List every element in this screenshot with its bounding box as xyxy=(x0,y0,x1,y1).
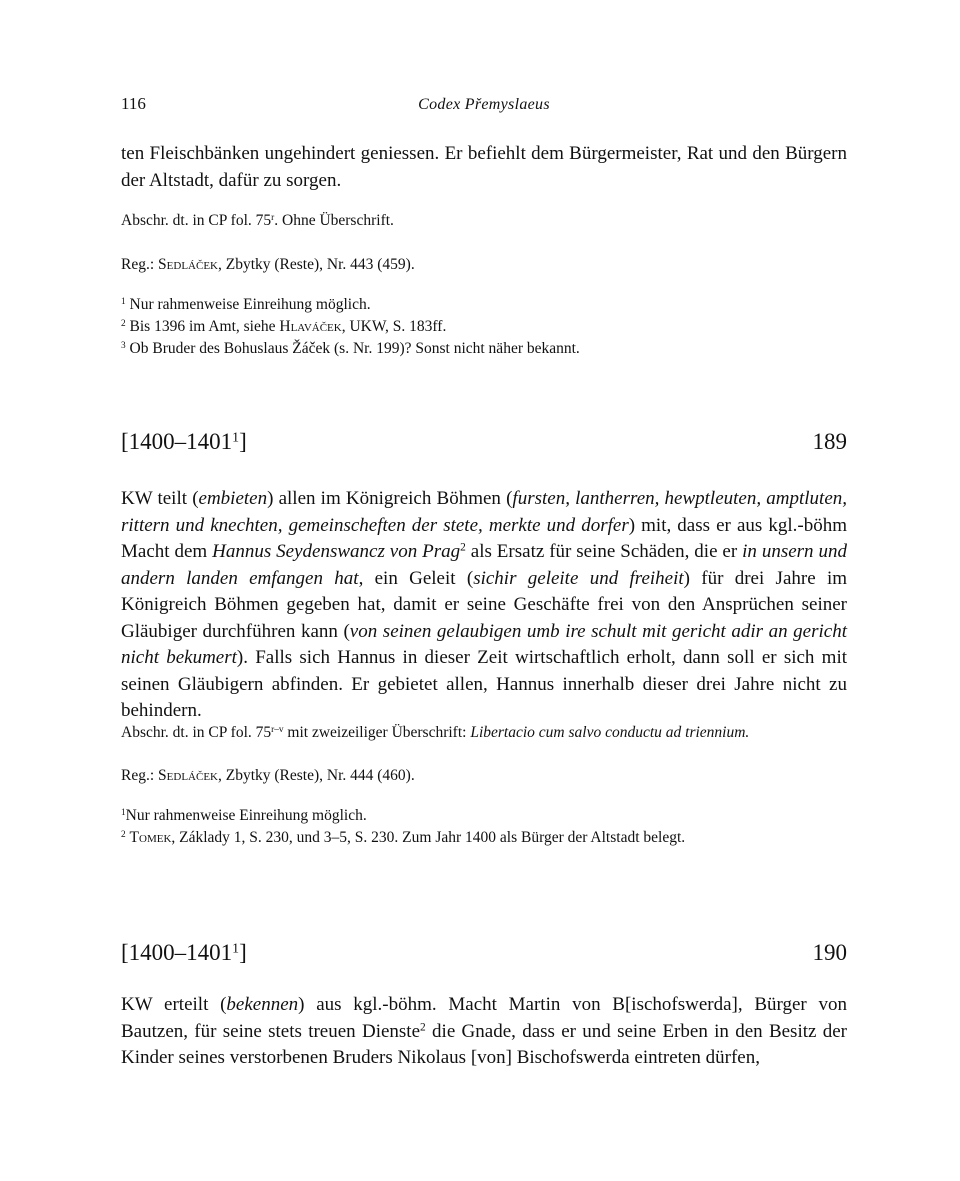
previous-entry-abschrift xyxy=(121,210,847,232)
regest-author: Sedláček xyxy=(158,256,218,273)
footnote xyxy=(121,294,847,316)
italic-quote: fursten, lantherren, hewptleuten, amptluten, rittern und knechten, gemeinscheften der stete, merkte und dorfer xyxy=(121,488,847,536)
footnote-mark: 1 xyxy=(121,807,126,818)
text-run: ) mit, dass er aus kgl.-böhm Macht dem xyxy=(121,514,848,562)
entry-189-paragraph xyxy=(121,486,847,725)
italic-quote: embieten xyxy=(198,488,268,509)
previous-entry-regest xyxy=(121,254,847,276)
previous-entry-footnotes xyxy=(121,294,847,360)
footnote-mark: 3 xyxy=(121,340,126,351)
page-number: 116 xyxy=(121,94,146,113)
entry-date-range: [1400–1401 xyxy=(121,940,233,965)
text-run: ) aus kgl.-böhm. Macht Martin von B[ischofswerda], Bürger von Bautzen, für seine stets treuen Dienste xyxy=(121,994,847,1042)
regest-reference: , Zbytky (Reste), Nr. 443 (459). xyxy=(217,256,415,273)
text-run: ). Falls sich Hannus in dieser Zeit wirtschaftlich erholt, dann soll er sich mit seinen Gläubigern abfinden. Er gebietet allen, Hannus innerhalb dieser drei Jahre nicht zu behindern. xyxy=(121,647,847,721)
folio-superscript: r–v xyxy=(271,724,284,735)
folio-superscript: r xyxy=(271,212,275,223)
entry-190-text xyxy=(121,992,847,1072)
regest-author: Sedláček xyxy=(158,767,218,784)
regest-label: Reg.: xyxy=(121,767,159,784)
text-run: die Gnade, dass er und seine Erben in den Besitz der Kinder seines verstorbenen Bruders Nikolaus [von] Bischofswerda eintreten dürfen, xyxy=(121,1020,848,1068)
entry-number: 190 xyxy=(812,940,847,965)
abschrift-note: . Ohne Überschrift. xyxy=(274,212,394,229)
abschrift-heading: Libertacio cum salvo conductu ad triennium. xyxy=(470,724,750,741)
page-header xyxy=(121,94,847,118)
text-run: ) allen im Königreich Böhmen ( xyxy=(267,488,513,509)
entry-189-regest xyxy=(121,765,847,787)
italic-quote: in unsern und andern landen emfangen hat xyxy=(121,541,847,589)
footnote-mark: 1 xyxy=(121,296,126,307)
entry-number: 189 xyxy=(812,429,847,454)
footnote xyxy=(121,338,847,360)
footnote-text: Bis 1396 im Amt, siehe xyxy=(129,318,280,335)
italic-quote: von seinen gelaubigen umb ire schult mit gericht adir an gericht nicht bekumert xyxy=(121,620,847,668)
regest-label: Reg.: xyxy=(121,256,159,273)
footnote-mark: 2 xyxy=(420,1021,426,1034)
text-run: als Ersatz für seine Schäden, die er xyxy=(465,541,743,562)
abschrift-note: mit zweizeiliger Überschrift: xyxy=(283,724,471,741)
previous-entry-text xyxy=(121,141,847,194)
italic-quote: bekennen xyxy=(226,994,299,1015)
entry-date-footnote-mark: 1 xyxy=(232,940,240,956)
running-title: Codex Přemyslaeus xyxy=(418,96,550,113)
footnote-text: Nur rahmenweise Einreihung möglich. xyxy=(129,296,371,313)
footnote-author: Hlaváček xyxy=(279,318,342,335)
entry-190-paragraph xyxy=(121,992,847,1072)
footnote-text: Nur rahmenweise Einreihung möglich. xyxy=(125,807,367,824)
entry-189-abschrift xyxy=(121,722,847,744)
entry-date-footnote-mark: 1 xyxy=(232,429,240,445)
footnote xyxy=(121,827,847,849)
text-run: KW erteilt ( xyxy=(121,994,227,1015)
entry-189-footnotes xyxy=(121,805,847,849)
footnote-text: Ob Bruder des Bohuslaus Žáček (s. Nr. 199)? Sonst nicht näher bekannt. xyxy=(129,340,580,357)
footnote-author: Tomek xyxy=(129,829,172,846)
abschrift-text: Abschr. dt. in CP fol. 75 xyxy=(121,724,272,741)
footnote-mark: 2 xyxy=(460,541,466,554)
text-run: , ein Geleit ( xyxy=(358,567,474,589)
entry-189-text xyxy=(121,486,847,725)
footnote xyxy=(121,805,847,827)
footnote-text-end: , UKW, S. 183ff. xyxy=(341,318,447,335)
footnote xyxy=(121,316,847,338)
entry-date-bracket: ] xyxy=(239,940,247,965)
italic-quote: sichir geleite und freiheit xyxy=(473,567,684,589)
previous-entry-paragraph: ten Fleischbänken ungehindert geniessen. Er befiehlt dem Bürgermeister, Rat und den Bürgern der Altstadt, dafür zu sorgen. xyxy=(121,143,847,191)
text-run: KW teilt ( xyxy=(121,488,199,509)
entry-189-heading xyxy=(121,429,847,459)
footnote-mark: 2 xyxy=(121,318,126,329)
entry-date-range: [1400–1401 xyxy=(121,429,233,454)
abschrift-text: Abschr. dt. in CP fol. 75 xyxy=(121,212,272,229)
regest-reference: , Zbytky (Reste), Nr. 444 (460). xyxy=(217,767,415,784)
entry-date xyxy=(121,429,247,455)
footnote-text: , Základy 1, S. 230, und 3–5, S. 230. Zum Jahr 1400 als Bürger der Altstadt belegt. xyxy=(171,829,686,846)
entry-190-heading xyxy=(121,940,847,970)
text-run: ) für drei Jahre im Königreich Böhmen gegeben hat, damit er seine Geschäfte frei von den Ansprüchen seiner Gläubiger durchführen kann ( xyxy=(121,567,847,642)
footnote-mark: 2 xyxy=(121,829,126,840)
entry-date xyxy=(121,940,247,966)
italic-name: Hannus Seydenswancz von Prag xyxy=(212,541,461,562)
entry-date-bracket: ] xyxy=(239,429,247,454)
